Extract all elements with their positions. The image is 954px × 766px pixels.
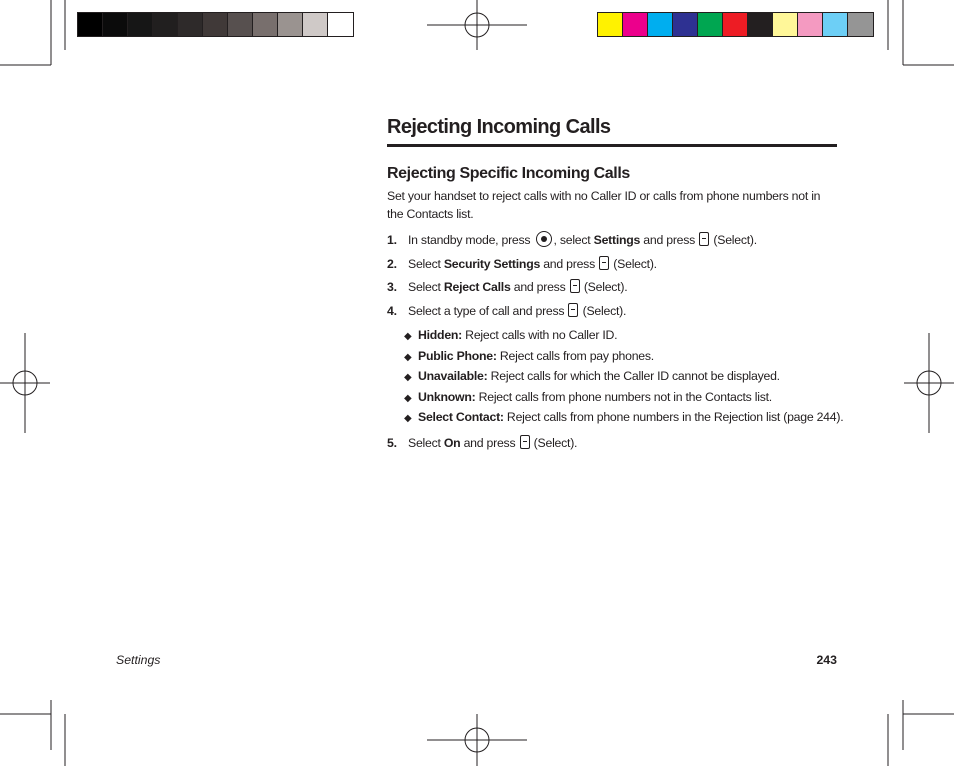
color-swatch (798, 13, 823, 36)
steps-list (387, 231, 842, 325)
color-swatch (623, 13, 648, 36)
section-heading: Rejecting Specific Incoming Calls (387, 165, 630, 182)
intro-paragraph: Set your handset to reject calls with no Caller ID or calls from phone numbers not in the Contacts list. (387, 189, 821, 221)
menu-item-name: On (443, 436, 461, 450)
diamond-bullet-icon: ◆ (404, 413, 412, 424)
diamond-bullet-icon: ◆ (404, 372, 412, 383)
step-text (408, 434, 577, 452)
option-description: Reject calls from phone numbers in the Rejection list (page 244). (503, 410, 844, 424)
step-text-part: (Select). (580, 280, 628, 294)
color-swatch (128, 13, 153, 36)
step-text-part: Select (408, 256, 444, 271)
step-text-part: Select (408, 280, 444, 294)
color-swatch (848, 13, 873, 36)
step-text (408, 302, 626, 320)
step-number: 4. (387, 303, 397, 318)
option-description: Reject calls from phone numbers not in the Contacts list. (475, 389, 772, 404)
diamond-bullet-icon: ◆ (404, 331, 412, 342)
color-swatch (673, 13, 698, 36)
select-key-icon (570, 279, 580, 293)
step-5 (387, 434, 842, 458)
step-text-part: (Select). (610, 256, 657, 271)
option-label: Hidden: (418, 328, 463, 342)
grayscale-color-bar (77, 12, 354, 37)
step-3 (387, 278, 842, 302)
color-swatch (78, 13, 103, 36)
step-text-part: (Select). (530, 436, 578, 450)
step-5-row (387, 434, 842, 458)
option-public-phone (404, 348, 843, 369)
nav-key-icon (536, 231, 552, 247)
color-swatch (103, 13, 128, 36)
step-text-part: (Select). (579, 303, 627, 318)
step-1 (387, 231, 842, 255)
step-text-part: Select (408, 436, 444, 450)
menu-item-name: Security Settings (443, 256, 541, 271)
title-rule (387, 144, 837, 147)
step-text-part: (Select). (710, 233, 757, 247)
step-text-part: and press (640, 233, 699, 247)
color-swatch (698, 13, 723, 36)
option-label: Unavailable: (418, 369, 488, 383)
call-type-options (404, 327, 843, 430)
step-text-part: , select (553, 233, 594, 247)
select-key-icon (568, 303, 578, 317)
step-text (408, 278, 627, 296)
step-text (408, 231, 757, 249)
color-swatch (748, 13, 773, 36)
page-title (387, 113, 837, 147)
option-label: Select Contact: (418, 410, 504, 424)
option-description: Reject calls from pay phones. (496, 348, 654, 363)
footer-section-name: Settings (116, 653, 161, 667)
step-number: 2. (387, 256, 397, 271)
step-text-part: and press (540, 256, 599, 271)
menu-item-name: Reject Calls (443, 280, 511, 294)
color-swatch (598, 13, 623, 36)
page-number: 243 (816, 653, 837, 667)
step-text-part: Select a type of call and press (408, 303, 568, 318)
option-hidden (404, 327, 843, 348)
option-description: Reject calls for which the Caller ID cannot be displayed. (487, 369, 780, 383)
step-text-part: In standby mode, press (408, 233, 534, 247)
option-description: Reject calls with no Caller ID. (462, 328, 618, 342)
option-label: Public Phone: (418, 348, 497, 363)
step-text (408, 255, 657, 273)
step-4 (387, 302, 842, 326)
step-text-part: and press (460, 436, 519, 450)
color-swatch (153, 13, 178, 36)
color-swatch (823, 13, 848, 36)
option-select-contact (404, 409, 843, 430)
option-unknown (404, 389, 843, 410)
color-swatch (253, 13, 278, 36)
color-swatch (203, 13, 228, 36)
step-text-part: and press (510, 280, 569, 294)
menu-item-name: Settings (593, 233, 641, 247)
color-swatch (303, 13, 328, 36)
select-key-icon (520, 435, 530, 449)
process-color-bar (597, 12, 874, 37)
color-swatch (228, 13, 253, 36)
color-swatch (773, 13, 798, 36)
color-swatch (178, 13, 203, 36)
color-swatch (328, 13, 353, 36)
color-swatch (278, 13, 303, 36)
color-swatch (648, 13, 673, 36)
option-unavailable (404, 368, 843, 389)
option-label: Unknown: (418, 389, 476, 404)
step-number: 5. (387, 436, 397, 450)
step-number: 3. (387, 280, 397, 294)
page-title-text: Rejecting Incoming Calls (387, 116, 611, 138)
diamond-bullet-icon: ◆ (404, 392, 412, 404)
color-swatch (723, 13, 748, 36)
select-key-icon (599, 256, 609, 270)
diamond-bullet-icon: ◆ (404, 351, 412, 363)
step-2 (387, 255, 842, 279)
select-key-icon (699, 232, 709, 246)
step-number: 1. (387, 233, 397, 247)
